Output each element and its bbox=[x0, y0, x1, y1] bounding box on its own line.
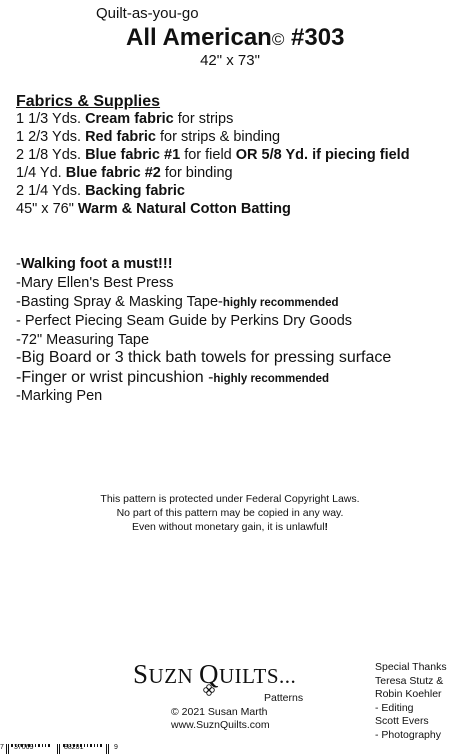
flower-icon bbox=[203, 684, 215, 696]
notice-line: No part of this pattern may be copied in any way. bbox=[116, 507, 344, 519]
pattern-subtitle: Quilt-as-you-go bbox=[96, 5, 199, 22]
notice-text: Even without monetary gain, it is unlawful bbox=[131, 521, 325, 533]
copyright-notice bbox=[0, 492, 460, 534]
supply-text: - bbox=[16, 256, 21, 272]
fabric-name: Backing fabric bbox=[85, 183, 185, 199]
footer-url: www.SuznQuilts.com bbox=[171, 719, 270, 731]
fabric-item bbox=[16, 129, 280, 145]
pattern-title bbox=[126, 24, 344, 52]
quilt-size: 42" x 73" bbox=[200, 52, 260, 69]
barcode-digit: 88281 bbox=[64, 744, 84, 751]
pattern-number: #303 bbox=[291, 24, 345, 51]
supply-text: - Perfect Piecing Seam Guide by Perkins Dry Goods bbox=[16, 313, 353, 329]
thanks-line: Special Thanks bbox=[375, 661, 447, 673]
supply-emphasis: highly recommended bbox=[213, 373, 330, 385]
supply-item bbox=[16, 388, 102, 404]
logo-letter: S bbox=[133, 659, 149, 689]
supply-text: -Big Board or 3 thick bath towels for pressing surface bbox=[16, 349, 392, 366]
thanks-line: - Photography bbox=[375, 728, 441, 741]
fabric-item bbox=[16, 165, 233, 181]
fabric-qty: 1/4 Yd. bbox=[16, 165, 62, 181]
fabric-note: for strips bbox=[177, 111, 234, 127]
fabric-name: Blue fabric #2 bbox=[65, 165, 161, 181]
footer-copyright: © 2021 Susan Marth bbox=[171, 706, 268, 718]
supply-text: -Mary Ellen's Best Press bbox=[16, 275, 174, 291]
notice-line bbox=[0, 520, 460, 534]
notice-exclamation: ! bbox=[324, 521, 329, 533]
supply-item bbox=[16, 369, 329, 387]
supply-item bbox=[16, 332, 149, 348]
thanks-line: Teresa Stutz & bbox=[375, 674, 444, 687]
thanks-line: Robin Koehler bbox=[375, 688, 442, 700]
notice-line: This pattern is protected under Federal Copyright Laws. bbox=[100, 493, 360, 505]
logo-letters: UILTS bbox=[218, 664, 280, 688]
fabric-qty: 45" x 76" bbox=[16, 201, 74, 217]
fabric-name: Warm & Natural Cotton Batting bbox=[77, 201, 291, 217]
supply-item bbox=[16, 349, 391, 367]
fabric-extra: OR 5/8 Yd. if piecing field bbox=[235, 147, 410, 163]
fabric-note: for binding bbox=[164, 165, 233, 181]
logo-letters: UZN bbox=[148, 664, 199, 688]
fabric-item bbox=[16, 147, 410, 163]
fabric-name: Red fabric bbox=[85, 129, 156, 145]
fabric-item bbox=[16, 201, 291, 217]
fabric-qty: 2 1/4 Yds. bbox=[16, 183, 82, 199]
supply-item bbox=[16, 313, 352, 329]
logo-patterns: Patterns bbox=[264, 692, 304, 704]
special-thanks bbox=[375, 661, 447, 742]
fabric-item bbox=[16, 183, 185, 199]
fabric-note: for strips & binding bbox=[160, 129, 281, 145]
supply-emphasis: highly recommended bbox=[222, 297, 339, 309]
thanks-line: - Editing bbox=[375, 701, 414, 714]
supply-text: -Finger or wrist pincushion - bbox=[16, 369, 214, 386]
barcode-digit: 9 bbox=[114, 744, 118, 751]
thanks-line: Scott Evers bbox=[375, 715, 429, 727]
fabrics-heading: Fabrics & Supplies bbox=[16, 93, 161, 110]
fabric-note: for field bbox=[184, 147, 232, 163]
supply-text: -Basting Spray & Masking Tape- bbox=[16, 294, 223, 310]
fabric-name: Cream fabric bbox=[85, 111, 174, 127]
title-text: All American bbox=[126, 24, 272, 51]
fabric-item bbox=[16, 111, 233, 127]
supply-item bbox=[16, 256, 173, 272]
supply-item bbox=[16, 275, 173, 291]
logo-dots: ... bbox=[279, 664, 297, 688]
barcode-digit: 37069 bbox=[14, 744, 34, 751]
fabric-qty: 1 2/3 Yds. bbox=[16, 129, 82, 145]
supply-text: -Marking Pen bbox=[16, 388, 103, 404]
supply-item bbox=[16, 294, 339, 310]
logo-letter: Q bbox=[198, 659, 219, 689]
fabric-name: Blue fabric #1 bbox=[85, 147, 181, 163]
copyright-symbol: © bbox=[271, 30, 285, 49]
fabric-qty: 1 1/3 Yds. bbox=[16, 111, 82, 127]
supply-emphasis: Walking foot a must!!! bbox=[20, 256, 173, 272]
barcode-digit: 7 bbox=[0, 744, 4, 751]
fabric-qty: 2 1/8 Yds. bbox=[16, 147, 82, 163]
supply-text: -72" Measuring Tape bbox=[16, 332, 150, 348]
